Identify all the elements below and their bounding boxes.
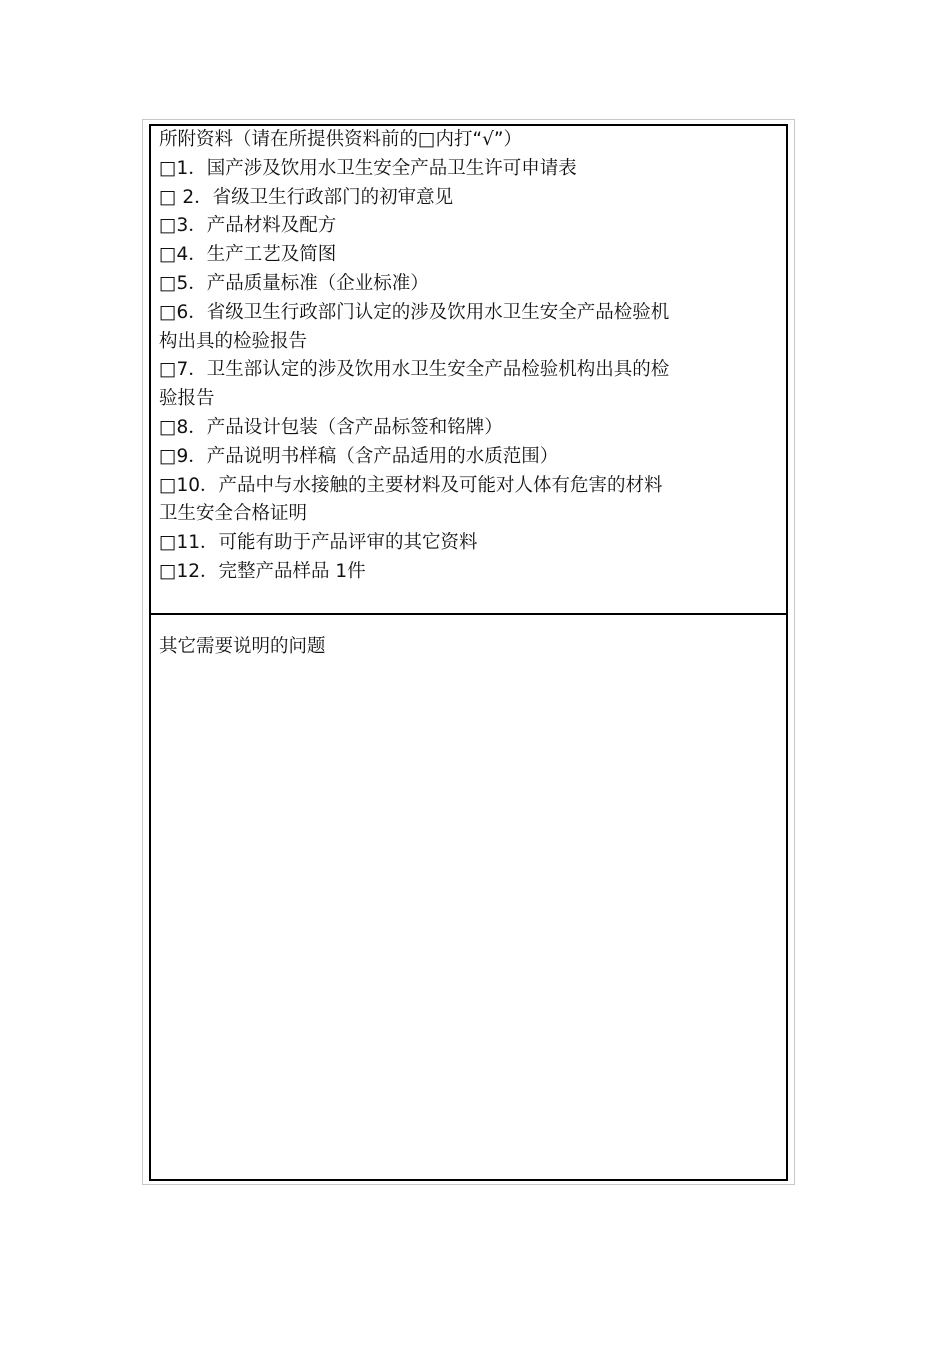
attachment-item-11: □11．可能有助于产品评审的其它资料 (159, 532, 478, 554)
other-notes-content (159, 633, 749, 662)
attachment-item-12: □12．完整产品样品 1件 (159, 560, 366, 582)
attachment-item-6-continued: 构出具的检验报告 (159, 330, 308, 352)
attachments-section (151, 126, 786, 614)
attachments-list (159, 126, 749, 587)
other-notes-section (151, 614, 786, 1179)
attachments-heading: 所附资料（请在所提供资料前的□内打“√”） (159, 129, 522, 150)
attachment-item-7: □7．卫生部认定的涉及饮用水卫生安全产品检验机构出具的检 (159, 359, 670, 381)
attachment-item-10: □10．产品中与水接触的主要材料及可能对人体有危害的材料 (159, 474, 663, 496)
attachment-item-7-continued: 验报告 (159, 388, 215, 410)
attachment-item-4: □4．生产工艺及简图 (159, 244, 337, 266)
attachment-item-2: □ 2．省级卫生行政部门的初审意见 (159, 186, 454, 208)
other-notes-heading: 其它需要说明的问题 (159, 636, 326, 657)
attachment-item-10-continued: 卫生安全合格证明 (159, 503, 308, 525)
attachment-item-9: □9．产品说明书样稿（含产品适用的水质范围） (159, 445, 559, 467)
attachment-item-3: □3．产品材料及配方 (159, 215, 337, 237)
attachment-item-5: □5．产品质量标准（企业标准） (159, 272, 429, 294)
attachment-item-6: □6．省级卫生行政部门认定的涉及饮用水卫生安全产品检验机 (159, 301, 670, 323)
attachment-item-8: □8．产品设计包装（含产品标签和铭牌） (159, 416, 503, 438)
attachment-item-1: □1．国产涉及饮用水卫生安全产品卫生许可申请表 (159, 157, 577, 179)
application-form-table (149, 124, 788, 1181)
